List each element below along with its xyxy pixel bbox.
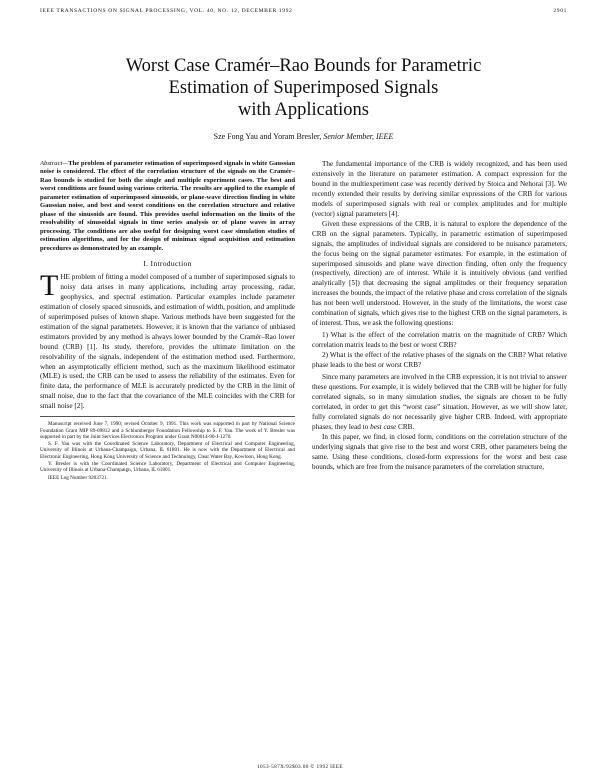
body-paragraph	[312, 373, 567, 433]
footnote-author-yau: S. F. Yau was with the Coordinated Science Laboratory, Department of Electrical and Computer Engineering, University of Illinois at Urbana-Champaign, Urbana, IL 61801. He is now with the Department of Electrical and Electronic Engineering, Hong Kong University of Science and Technology, Clear Water Bay, Kowloon, Hong Kong.	[40, 441, 295, 460]
text-run: necessarily give higher CRB. Indeed, with appropriate phases, they lead to	[312, 412, 568, 431]
author-names: Sze Fong Yau and Yoram Bresler,	[213, 132, 322, 141]
body-paragraph: In this paper, we find, in closed form, conditions on the correlation structure of the underlying signals that give rise to the best and worst CRB, other parameters being the same. Using these conditions, closed-form expressions for the worst and best case bounds, which are free from the nuisance parameters of the correlation structure,	[312, 432, 567, 471]
abstract	[40, 160, 295, 253]
question-2: 2) What is the effect of the relative phases of the signals on the CRB? What relative phase leads to the best or worst CRB?	[312, 351, 567, 370]
page-number: 2901	[553, 8, 567, 14]
section-heading: I. Introduction	[143, 258, 192, 268]
text-run: Since many parameters are involved in the CRB expression, it is not trivial to answer these questions. For example, it is widely believed that the CRB will be higher for fully correlated signals, so in many simulation studies, the signals are chosen to be fully correlated, in order to get this “worst case” situation. However, as we will show later, fully correlated signals	[312, 373, 567, 421]
journal-line: IEEE TRANSACTIONS ON SIGNAL PROCESSING, VOL. 40, NO. 12, DECEMBER 1992	[40, 8, 293, 14]
body-paragraph: The fundamental importance of the CRB is widely recognized, and has been used extensively in the literature on parameter estimation. A compact expression for the bound in the multiexperiment case was recently derived by Stoica and Nehorai [3]. We recently extended their results by deriving similar expressions of the CRB for various models of superimposed signals with real or complex amplitudes and for multiple (vector) signal parameters [4].	[312, 160, 567, 218]
running-head	[40, 8, 567, 14]
title-line-2: Estimation of Superimposed Signals	[168, 78, 439, 98]
paper-title	[40, 55, 567, 121]
footnote-author-bresler: Y. Bresler is with the Coordinated Science Laboratory, Department of Electrical and Computer Engineering, University of Illinois at Urbana-Champaign, Urbana, IL 61801.	[40, 461, 295, 474]
copyright-line: 1053-587X/92$03.00 © 1992 IEEE	[257, 764, 343, 770]
text-run: CRB.	[396, 422, 415, 431]
intro-paragraph: THE problem of fitting a model composed of a number of superimposed signals to noisy data arises in many applications, including array processing, radar, geophysics, and spectral estimation. Particular examples include parameter estimation of closely spaced sinusoids, and estimation of width, position, and amplitude of superimposed pulses of known shape. Various methods have been suggested for the estimation of the signal parameters. However, it is known that the variance of unbiased estimators provided by any method is always lower bounded by the Cramér–Rao lower bound (CRB) [1]. Its study, therefore, provides the ultimate limitation on the resolvability of the signals, independent of the estimation method used. Furthermore, when an asymptotically efficient method, such as the maximum likelihood estimator (MLE) is used, the CRB can be used to assess the reliability of the estimates. Even for finite data, the performance of MLE is accurately predicted by the CRB in the limit of small noise, due to the fact that the covariance of the MLE coincides with the CRB for small noise [2].	[40, 268, 295, 411]
footnote-log-number: IEEE Log Number 9203721.	[48, 474, 108, 481]
author-line	[40, 132, 567, 141]
title-line-1: Worst Case Cramér–Rao Bounds for Parametric	[125, 56, 482, 76]
footnotes	[40, 416, 295, 481]
emphasis: do not	[382, 412, 402, 421]
abstract-text: The problem of parameter estimation of superimposed signals in white Gaussian noise is considered. The effect of the correlation structure of the signals on the Cramér–Rao bounds is studied for both the single and multiple experiment cases. The best and worst conditions are found using various criteria. The results are applied to the example of parameter estimation of superimposed sinusoids, or plane-wave direction finding in white Gaussian noise, and best and worst conditions on the correlation structure and relative phase of the sinusoids are found. This provides useful information on the limits of the resolvability of sinusoidal signals in time series analysis or of plane waves in array processing. The conditions are also useful for designing worst case simulation studies of estimation algorithms, and for the design of minimax signal acquisition and estimation procedures as demonstrated by an example.	[40, 160, 295, 252]
author-rank: Senior Member, IEEE	[323, 132, 394, 141]
question-1: 1) What is the effect of the correlation matrix on the magnitude of CRB? Which correlation matrix leads to the best or worst CRB?	[312, 331, 567, 350]
left-column	[40, 160, 295, 482]
abstract-label: Abstract—	[40, 160, 69, 167]
right-column	[312, 160, 567, 473]
body-paragraph: Given these expressions of the CRB, it is natural to explore the dependence of the CRB on the signal parameters. Typically, in parametric estimation of superimposed signals, the amplitudes of individual signals are considered to be nuisance parameters, the focus being on the signal parameter estimates. For example, in the estimation of superimposed sinusoids and plane wave direction finding, often only the frequency (respectively, direction) are of interest. While it is intuitively obvious (and verified analytically [5]) that decreasing the signal amplitudes or their frequency separation increases the bounds, the impact of the relative phase and cross correlation of the signals has not been well understood. However, in the study of the limitations, the worst case combination of signals, which gives rise to the highest CRB on the signal parameters, is of interest. Thus, we ask the following questions:	[312, 219, 567, 328]
footnote-manuscript: Manuscript received June 7, 1990; revised October 9, 1991. This work was supported in part by National Science Foundation Grant MIP 89-09812 and a Schlumberger Foundation Fellowship to S. F. Yau. The work of Y. Bresler was supported in part by the Joint Services Electronics Program under Grant N00014-90-J-1270.	[40, 421, 295, 440]
emphasis: best case	[370, 422, 397, 431]
title-line-3: with Applications	[237, 100, 370, 120]
